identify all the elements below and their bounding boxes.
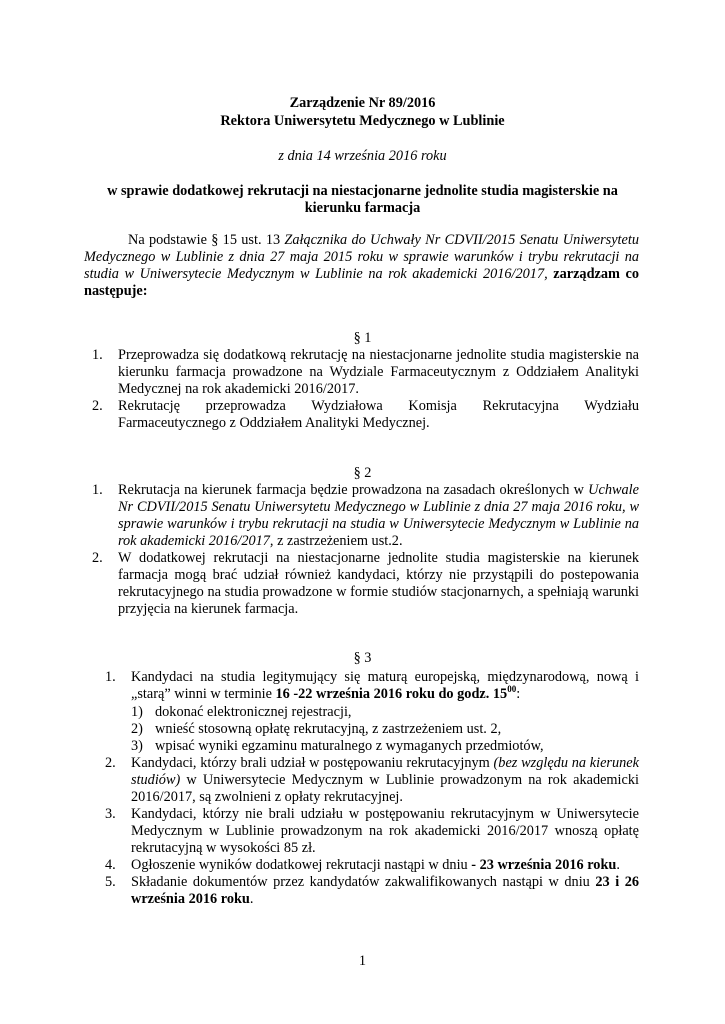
- section3-item-1-number: 1.: [105, 669, 116, 685]
- section1-list: [84, 347, 639, 432]
- document-date: z dnia 14 września 2016 roku: [278, 148, 447, 164]
- section3-item-2-italic: (bez względu na kierunek studiów): [131, 755, 639, 788]
- section3-item-4: [105, 857, 639, 874]
- section2-item-2-number: 2.: [92, 550, 103, 566]
- section3-item-3: [105, 806, 639, 857]
- section3-item-2-lead: Kandydaci, którzy brali udział w postępowaniu rekrutacyjnym: [131, 755, 494, 771]
- section2-item-1-lead: Rekrutacja na kierunek farmacja będzie prowadzona na zasadach określonych w: [118, 482, 589, 498]
- section3-subitem-2-number: 2): [131, 721, 143, 737]
- section3-item-1-sublist: [105, 704, 639, 755]
- section1-item-2: [84, 398, 639, 432]
- document-subject-line1: w sprawie dodatkowej rekrutacji na niestacjonarne jednolite studia magisterskie na: [107, 183, 618, 199]
- section3-subitem-3: [131, 738, 639, 755]
- section2-item-1-tail: z zastrzeżeniem ust.2.: [273, 533, 403, 549]
- section1-item-2-number: 2.: [92, 398, 103, 414]
- section3-item-1-tail: :: [516, 686, 521, 702]
- section3-item-3-text: Kandydaci, którzy nie brali udziału w postępowaniu rekrutacyjnym w Uniwersytecie Medycznym w Lublinie prowadzonym na rok akademicki 2016/2017 wnoszą opłatę rekrutacyjną w wysokości 85 zł.: [131, 806, 639, 856]
- section1-item-2-text: Rekrutację przeprowadza Wydziałowa Komisja Rekrutacyjna Wydziału Farmaceutycznego z Oddziałem Analityki Medycznej.: [118, 398, 639, 431]
- preamble-lead: Na podstawie § 15 ust. 13: [128, 232, 285, 248]
- section3-subitem-3-text: wpisać wyniki egzaminu maturalnego z wymaganych przedmiotów,: [155, 738, 544, 754]
- section3-subitem-2-text: wnieść stosowną opłatę rekrutacyjną, z zastrzeżeniem ust. 2,: [155, 721, 502, 737]
- page-number: 1: [358, 953, 367, 969]
- section3-item-1-deadline: 16 -22 września 2016 roku do godz. 15: [275, 686, 508, 702]
- preamble-italic: Załącznika do Uchwały Nr CDVII/2015 Senatu Uniwersytetu Medycznego w Lublinie z dnia 27 maja 2015 roku w sprawie warunków i trybu rekrutacji na studia w Uniwersytecie Medycznym w Lublinie na rok akademicki 2016/2017,: [84, 232, 639, 282]
- section3-subitem-1: [131, 704, 639, 721]
- section2-item-1: [84, 482, 639, 550]
- section3-item-1-lead: Kandydaci na studia legitymujący się maturą europejską, międzynarodową, nową i „starą” winni w terminie: [131, 669, 639, 702]
- section3-item-4-lead: Ogłoszenie wyników dodatkowej rekrutacji nastąpi w dniu: [131, 857, 472, 873]
- section3-list: [105, 669, 639, 908]
- section3-item-5-tail: .: [249, 891, 254, 907]
- section3-item-3-number: 3.: [105, 806, 116, 822]
- section3-item-5-lead: Składanie dokumentów przez kandydatów zakwalifikowanych nastąpi w dniu: [131, 874, 596, 890]
- section3-item-5-number: 5.: [105, 874, 116, 890]
- section2-item-2-text: W dodatkowej rekrutacji na niestacjonarne jednolite studia magisterskie na kierunek farmacja mogą brać udział również kandydaci, którzy nie przystąpili do postepowania rekrutacyjnego na studia prowadzone w formie studiów stacjonarnych, a spełniają warunki przyjęcia na kierunek farmacja.: [118, 550, 639, 617]
- section2-item-1-number: 1.: [92, 482, 103, 498]
- section3-item-2: [105, 755, 639, 806]
- section3-item-2-tail: w Uniwersytecie Medycznym w Lublinie prowadzonym na rok akademicki 2016/2017, są zwolnieni z opłaty rekrutacyjnej.: [131, 772, 639, 805]
- document-subject-line2: kierunku farmacja: [304, 200, 421, 216]
- section3-heading: § 3: [353, 650, 372, 666]
- section3-subitem-1-number: 1): [131, 704, 143, 720]
- section3-item-4-number: 4.: [105, 857, 116, 873]
- preamble: [84, 232, 639, 300]
- section3-subitem-3-number: 3): [131, 738, 143, 754]
- section1-item-1-number: 1.: [92, 347, 103, 363]
- section3-item-4-date: - 23 września 2016 roku: [471, 857, 617, 873]
- document-title-line2: Rektora Uniwersytetu Medycznego w Lublinie: [220, 113, 505, 129]
- section2-list: [84, 482, 639, 618]
- document-title-line1: Zarządzenie Nr 89/2016: [289, 95, 436, 111]
- section2-heading: § 2: [353, 465, 372, 481]
- section3-item-2-number: 2.: [105, 755, 116, 771]
- section1-heading: § 1: [353, 330, 372, 346]
- section3-item-5: [105, 874, 639, 908]
- section1-item-1-text: Przeprowadza się dodatkową rekrutację na niestacjonarne jednolite studia magisterskie na kierunku farmacja prowadzone na Wydziale Farmaceutycznym z Oddziałem Analityki Medycznej na rok akademicki 2016/2017.: [118, 347, 639, 397]
- section3-item-4-tail: .: [616, 857, 620, 873]
- section3-item-1-deadline-minutes: 00: [507, 684, 517, 694]
- section1-item-1: [84, 347, 639, 398]
- section2-item-1-italic: Uchwale Nr CDVII/2015 Senatu Uniwersytetu Medycznego w Lublinie z dnia 27 maja 2016 roku, w sprawie warunków i trybu rekrutacji na studia w Uniwersytecie Medycznym w Lublinie na rok akademicki 2016/2017,: [118, 482, 639, 549]
- section2-item-2: [84, 550, 639, 618]
- section3-item-5-date: 23 i 26 września 2016 roku: [131, 874, 640, 907]
- section3-subitem-2: [131, 721, 639, 738]
- preamble-bold: zarządzam co następuje:: [84, 266, 639, 299]
- section3-item-1: [105, 669, 639, 703]
- section3-subitem-1-text: dokonać elektronicznej rejestracji,: [155, 704, 352, 720]
